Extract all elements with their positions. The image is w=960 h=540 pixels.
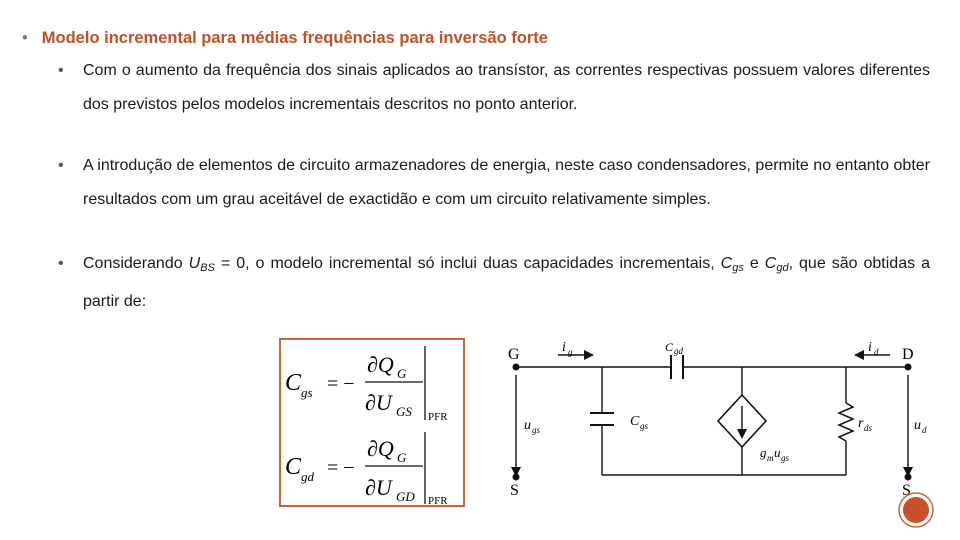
slide-title	[22, 29, 548, 48]
label-src-ugs: u	[774, 445, 781, 460]
terminal-d	[905, 364, 912, 371]
bullet-dot: •	[58, 255, 64, 272]
label-s-right: S	[902, 482, 911, 499]
label-cgd: C	[665, 340, 674, 354]
bullet-dot: •	[22, 29, 28, 47]
corner-logo	[897, 491, 935, 529]
label-ig: i	[562, 340, 566, 355]
capacitance-formulas	[279, 338, 465, 507]
logo-inner-disc	[903, 497, 929, 523]
bullet-3-text: Considerando $U_{BS} = 0$, o modelo incremental só inclui duas capacidades incrementais, $C_{gs}$ e $C_{gd}$, que são obtidas a partir de:	[83, 255, 930, 310]
f2-lhs-sub: gd	[301, 469, 314, 484]
title-text: Modelo incremental para médias frequências para inversão forte	[41, 29, 548, 47]
label-g: G	[508, 346, 520, 363]
formulas-svg	[281, 340, 463, 505]
f1-num: ∂Q	[367, 352, 394, 377]
f2-den: ∂U	[365, 475, 392, 500]
ig-arrow-head	[584, 350, 594, 360]
circuit-svg	[498, 335, 938, 505]
small-signal-circuit	[498, 335, 938, 505]
src-arrow-head	[737, 429, 747, 439]
label-rds: r	[858, 416, 864, 431]
label-ugs-sub: gs	[532, 425, 541, 435]
terminal-s-right	[905, 474, 912, 481]
f2-num-sub: G	[397, 450, 407, 465]
label-cgs: C	[630, 414, 640, 429]
label-ud-sub: d	[922, 425, 927, 435]
f1-num-sub: G	[397, 366, 407, 381]
bullet-dot: •	[58, 62, 64, 79]
id-arrow-head	[854, 350, 864, 360]
label-src-ugs-sub: gs	[781, 453, 790, 463]
f2-den-sub: GD	[396, 489, 415, 504]
f1-den: ∂U	[365, 390, 392, 415]
f1-lhs-sub: gs	[301, 385, 313, 400]
f1-lhs: C	[285, 370, 302, 396]
terminal-g	[513, 364, 520, 371]
label-s-left: S	[510, 482, 519, 499]
label-ig-sub: g	[568, 347, 573, 357]
f2-lhs: C	[285, 454, 302, 480]
label-id: i	[868, 340, 872, 355]
terminal-s-left	[513, 474, 520, 481]
label-cgd-sub: gd	[674, 346, 683, 356]
label-src-gm-sub: m	[767, 453, 774, 463]
label-cgs-sub: gs	[640, 421, 649, 431]
f1-eq: = −	[327, 373, 355, 395]
label-ud: u	[914, 418, 921, 433]
logo-svg	[897, 491, 935, 529]
f1-eval: PFR	[428, 411, 448, 423]
label-d: D	[902, 346, 914, 363]
bullet-dot: •	[58, 157, 64, 174]
bullet-1-text: Com o aumento da frequência dos sinais aplicados ao transístor, as correntes respectivas possuem valores diferentes dos previstos pelos modelos incrementais descritos no ponto anterior.	[83, 62, 930, 113]
label-rds-sub: ds	[864, 423, 873, 433]
f2-eq: = −	[327, 457, 355, 479]
label-id-sub: d	[874, 347, 879, 357]
label-src-gm: g	[760, 445, 767, 460]
f1-den-sub: GS	[396, 404, 412, 419]
f2-num: ∂Q	[367, 436, 394, 461]
rds-zigzag	[839, 403, 853, 441]
bullet-2-text: A introdução de elementos de circuito armazenadores de energia, neste caso condensadores, permite no entanto obter resultados com um grau aceitável de exactidão e com um circuito relativamente simples.	[83, 157, 930, 208]
label-ugs: u	[524, 418, 531, 433]
f2-eval: PFR	[428, 495, 448, 505]
